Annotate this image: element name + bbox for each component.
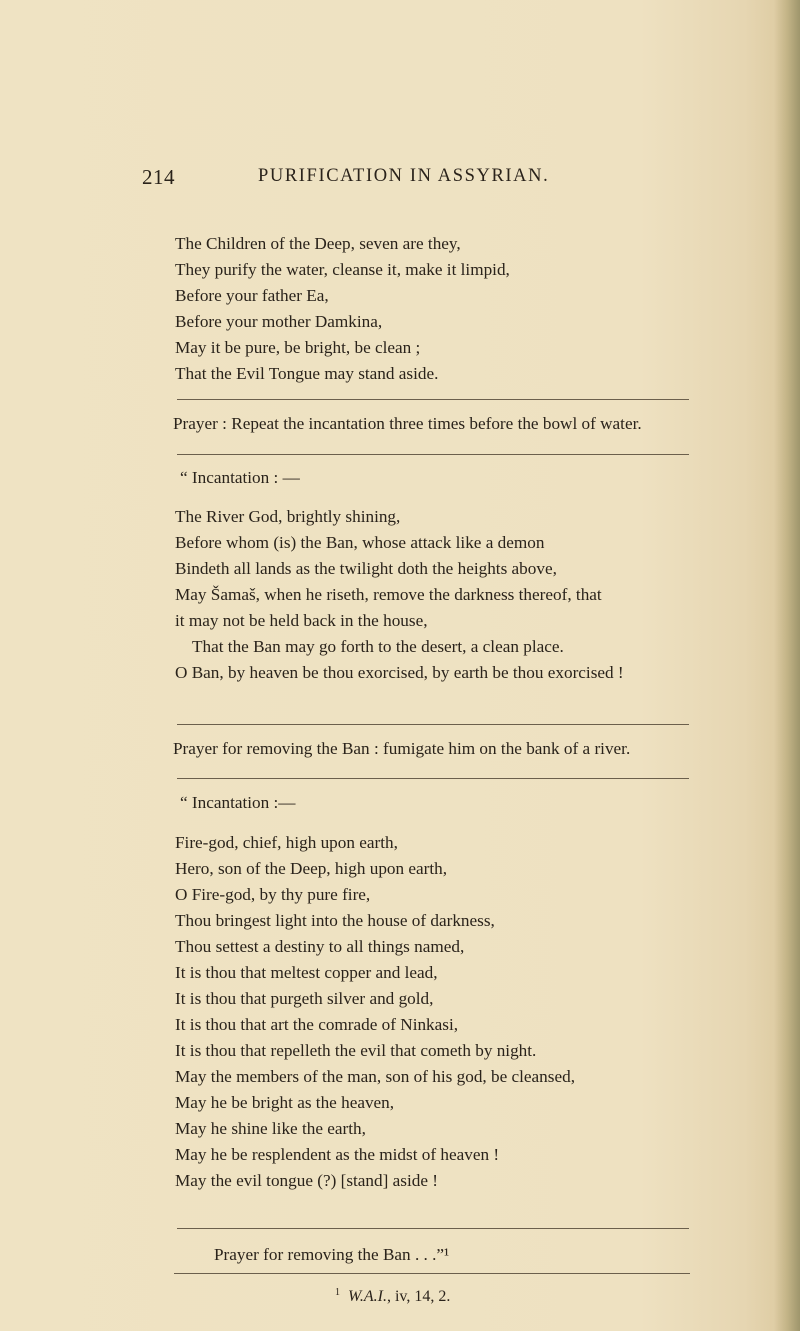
footnote-rule: [174, 1273, 690, 1274]
text-line: O Ban, by heaven be thou exorcised, by earth be thou exorcised !: [175, 663, 624, 682]
running-title: PURIFICATION IN ASSYRIAN.: [258, 166, 550, 186]
text-line: May he be bright as the heaven,: [175, 1093, 395, 1112]
text-line: May Šamaš, when he riseth, remove the darkness thereof, that: [175, 585, 602, 604]
text-line: May he be resplendent as the midst of heaven !: [175, 1145, 500, 1164]
incantation-heading: “ Incantation :—: [180, 793, 296, 812]
running-header: [0, 165, 800, 189]
closing-prayer-line: Prayer for removing the Ban . . .”¹: [214, 1245, 450, 1264]
section-rule: [177, 399, 689, 400]
prayer-line: Prayer : Repeat the incantation three times before the bowl of water.: [173, 414, 642, 433]
text-line: Thou settest a destiny to all things named,: [175, 937, 465, 956]
text-line: It is thou that meltest copper and lead,: [175, 963, 438, 982]
text-line: Before your father Ea,: [175, 286, 329, 305]
text-line: They purify the water, cleanse it, make it limpid,: [175, 260, 510, 279]
text-line: Bindeth all lands as the twilight doth the heights above,: [175, 559, 557, 578]
section-rule: [177, 724, 689, 725]
section-rule: [177, 1228, 689, 1229]
text-line: Thou bringest light into the house of darkness,: [175, 911, 495, 930]
text-line: Fire-god, chief, high upon earth,: [175, 833, 398, 852]
text-line: Before whom (is) the Ban, whose attack like a demon: [175, 533, 545, 552]
footnote: [335, 1287, 450, 1306]
text-line: May the evil tongue (?) [stand] aside !: [175, 1171, 438, 1190]
text-line: Hero, son of the Deep, high upon earth,: [175, 859, 448, 878]
page-number: 214: [142, 165, 175, 189]
text-line: The River God, brightly shining,: [175, 507, 401, 526]
section-rule: [177, 778, 689, 779]
text-line: it may not be held back in the house,: [175, 611, 428, 630]
text-line: That the Ban may go forth to the desert, a clean place.: [192, 637, 564, 656]
footnote-marker: 1: [335, 1287, 340, 1298]
text-line: That the Evil Tongue may stand aside.: [175, 364, 439, 383]
text-line: O Fire-god, by thy pure fire,: [175, 885, 371, 904]
text-line: It is thou that art the comrade of Ninkasi,: [175, 1015, 459, 1034]
page-edge-shadow: [774, 0, 800, 1331]
text-line: It is thou that repelleth the evil that cometh by night.: [175, 1041, 537, 1060]
section-rule: [177, 454, 689, 455]
text-line: The Children of the Deep, seven are they,: [175, 234, 461, 253]
text-line: May the members of the man, son of his god, be cleansed,: [175, 1067, 575, 1086]
text-line: It is thou that purgeth silver and gold,: [175, 989, 434, 1008]
text-line: Before your mother Damkina,: [175, 312, 383, 331]
text-line: May it be pure, be bright, be clean ;: [175, 338, 421, 357]
footnote-reference: , iv, 14, 2.: [386, 1288, 451, 1305]
text-line: May he shine like the earth,: [175, 1119, 366, 1138]
footnote-source: W.A.I.: [348, 1288, 387, 1305]
prayer-line: Prayer for removing the Ban : fumigate him on the bank of a river.: [173, 739, 631, 758]
incantation-heading: “ Incantation : —: [180, 468, 300, 487]
